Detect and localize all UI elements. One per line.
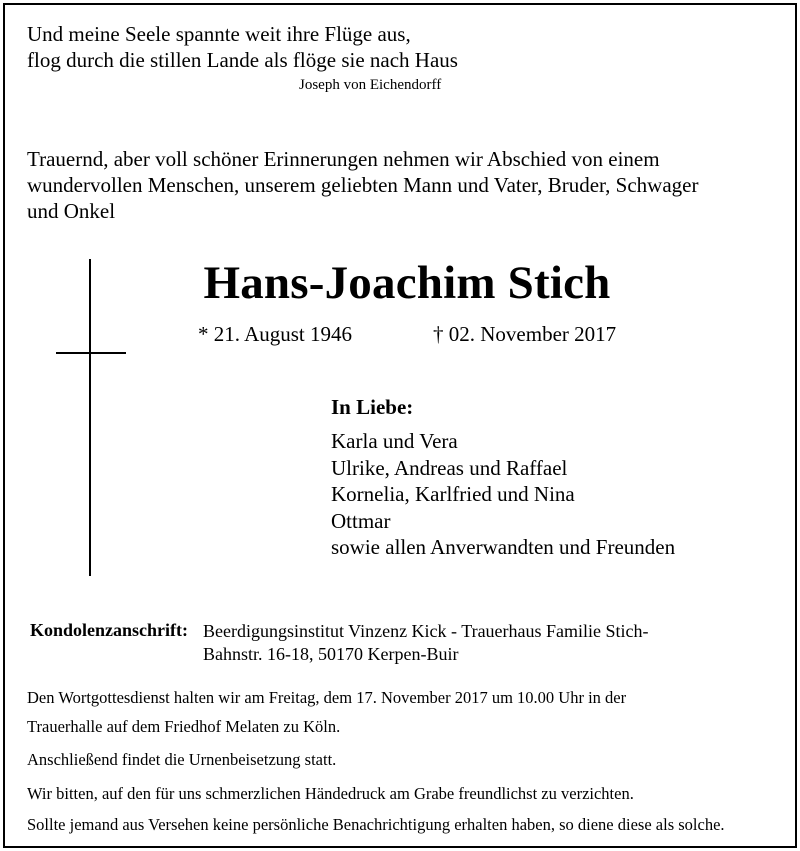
list-item: Ulrike, Andreas und Raffael — [331, 455, 568, 480]
intro-line-2: wundervollen Menschen, unserem geliebten Mann und Vater, Bruder, Schwager — [27, 173, 699, 197]
intro-text — [27, 146, 699, 224]
poem-author: Joseph von Eichendorff — [299, 77, 442, 93]
list-item: Ottmar — [331, 508, 391, 533]
deceased-name: Hans-Joachim Stich — [203, 257, 611, 309]
urn-burial-note: Anschließend findet die Urnenbeisetzung statt. — [27, 750, 337, 769]
poem-line-2: flog durch die stillen Lande als flöge sie nach Haus — [27, 48, 458, 72]
handshake-note: Wir bitten, auf den für uns schmerzlichen Händedruck am Grabe freundlichst zu verzichten. — [27, 784, 634, 803]
mourners-heading: In Liebe: — [331, 395, 414, 419]
list-item: Kornelia, Karlfried und Nina — [331, 482, 575, 506]
notification-note: Sollte jemand aus Versehen keine persönliche Benachrichtigung erhalten haben, so diene diese als solche. — [27, 815, 725, 834]
list-item: sowie allen Anverwandten und Freunden — [331, 535, 676, 559]
intro-line-3: und Onkel — [27, 199, 116, 223]
condolence-address-line-2: Bahnstr. 16-18, 50170 Kerpen-Buir — [203, 644, 459, 664]
cross-icon-bar — [56, 352, 126, 354]
death-date: † 02. November 2017 — [433, 322, 617, 346]
condolence-label: Kondolenzanschrift: — [30, 620, 189, 640]
service-line-1: Den Wortgottesdienst halten wir am Freitag, dem 17. November 2017 um 10.00 Uhr in der — [27, 688, 627, 707]
intro-line-1: Trauernd, aber voll schöner Erinnerungen nehmen wir Abschied von einem — [27, 147, 660, 171]
poem-line-1: Und meine Seele spannte weit ihre Flüge aus, — [27, 22, 411, 46]
condolence-address — [203, 620, 649, 666]
birth-date: * 21. August 1946 — [198, 322, 353, 346]
list-item: Karla und Vera — [331, 429, 458, 453]
service-line-2: Trauerhalle auf dem Friedhof Melaten zu Köln. — [27, 717, 341, 736]
mourners-list — [331, 428, 675, 561]
condolence-address-line-1: Beerdigungsinstitut Vinzenz Kick - Trauerhaus Familie Stich- — [203, 621, 649, 641]
